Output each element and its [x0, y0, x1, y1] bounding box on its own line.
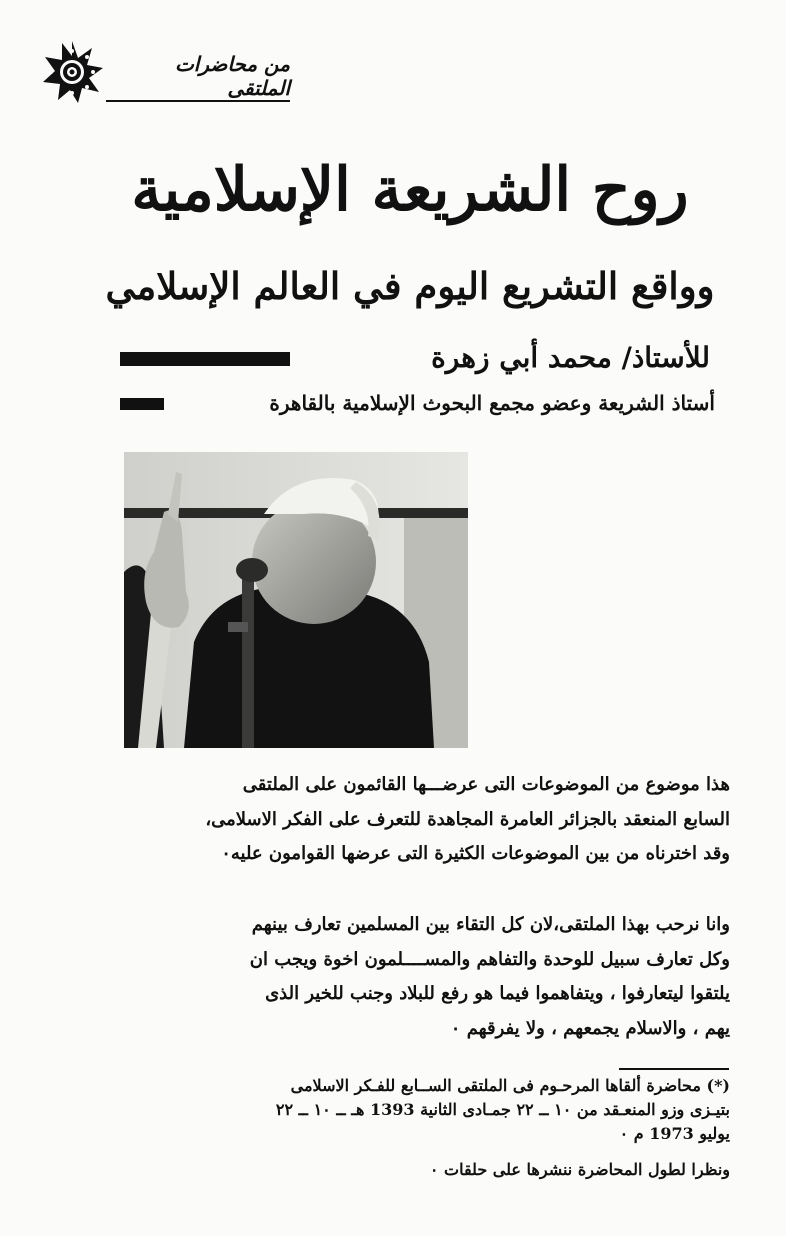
paragraph-intro: [120, 768, 730, 872]
paragraph-line: وقد اخترناه من بين الموضوعات الكثيرة التى عرضها القوامون عليه٠: [221, 843, 730, 864]
paragraph-welcome: [120, 908, 730, 1046]
affiliation-line: [120, 383, 715, 423]
article-title: روح الشريعة الإسلامية: [131, 155, 689, 225]
footnote: [118, 1074, 730, 1182]
affiliation-bar: [120, 398, 164, 410]
author-affiliation: أستاذ الشريعة وعضو مجمع البحوث الإسلامية بالقاهرة: [269, 391, 715, 415]
footnote-line: يوليو 1973 م ٠: [619, 1124, 730, 1143]
footnote-spacer: [118, 1146, 730, 1158]
header-rule: [106, 100, 290, 102]
footnote-line: بتيـزى وزو المنعـقد من ١٠ ــ ٢٢ جمـادى الثانية 1393 هـ ــ ١٠ ــ ٢٢: [275, 1100, 730, 1119]
author-photo: [124, 452, 468, 748]
rosette-ornament-icon: [40, 40, 104, 104]
author-photo-illustration: [124, 452, 468, 748]
article-subtitle: وواقع التشريع اليوم في العالم الإسلامي: [105, 264, 715, 308]
paragraph-line: وكل تعارف سبيل للوحدة والتفاهم والمســــلمون اخوة ويجب ان: [249, 948, 730, 970]
paragraph-line: السابع المنعقد بالجزائر العامرة المجاهدة للتعرف على الفكر الاسلامى،: [205, 808, 730, 830]
paragraph-line: هذا موضوع من الموضوعات التى عرضـــها القائمون على الملتقى: [242, 774, 730, 795]
author-line: [120, 338, 710, 378]
author-bar: [120, 352, 290, 366]
author-name: للأستاذ/ محمد أبي زهرة: [431, 341, 710, 374]
paragraph-line: وانا نرحب بهذا الملتقى،لان كل التقاء بين المسلمين تعارف بينهم: [251, 914, 730, 935]
footnote-rule: [619, 1068, 729, 1070]
series-label: من محاضرات الملتقى: [174, 52, 290, 100]
paragraph-line: يهم ، والاسلام يجمعهم ، ولا يفرقهم ٠: [450, 1017, 730, 1039]
footnote-note: ونظرا لطول المحاضرة ننشرها على حلقات ٠: [429, 1160, 730, 1179]
footnote-line: (*) محاضرة ألقاها المرحـوم فى الملتقى الســابع للفـكر الاسلامى: [290, 1076, 730, 1095]
page-header: [40, 40, 290, 104]
paragraph-line: يلتقوا ليتعارفوا ، ويتفاهموا فيما هو رفع للبلاد وجنب للخير الذى: [265, 983, 730, 1004]
